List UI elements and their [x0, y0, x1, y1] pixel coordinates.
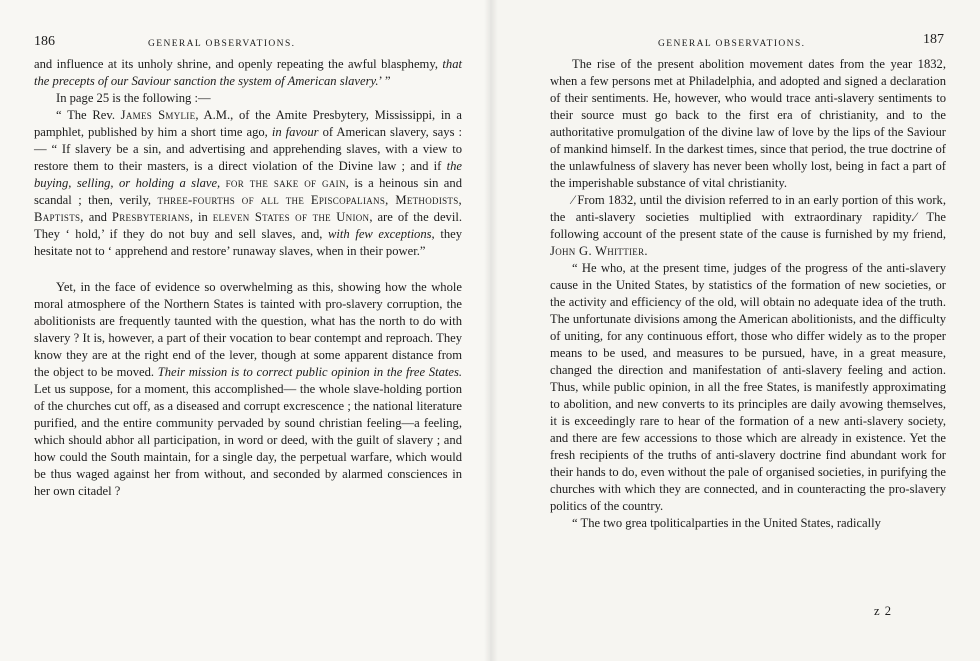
left-running-title: GENERAL OBSERVATIONS. [148, 39, 296, 49]
right-running-title: GENERAL OBSERVATIONS. [658, 39, 806, 49]
right-page [490, 0, 980, 661]
right-paragraph-4: “ The two grea tpoliticalparties in the United States, radically [572, 516, 881, 530]
left-paragraph-3: “ The Rev. James Smylie, A.M., of the Amite Presbytery, Mississippi, in a pamphlet, published by him a short time ago, in favour of American slavery, says : — “ If slavery be a sin, and advertising and apprehending slaves, with a view to restore them to their masters, is a direct violation of the Divine law ; and if the buying, selling, or holding a slave, for the sake of gain, is a heinous sin and scandal ; then, verily, three-fourths of all the Episcopalians, Methodists, Baptists, and Presbyterians, in eleven States of the Union, are of the devil. They ‘ hold,’ if they do not buy and sell slaves, and, with few exceptions, they hesitate not to ‘ apprehend and restore’ runaway slaves, when in their power.” [34, 108, 463, 258]
left-paragraph-4: Yet, in the face of evidence so overwhelming as this, showing how the whole moral atmosphere of the Northern States is tainted with pro-slavery corruption, the abolitionists are frequently taunted with the question, what has the north to do with slavery ? It is, however, a part of their vocation to bear contempt and reproach. They know they are at the right end of the lever, though at some apparent distance from the object to be moved. Their mission is to correct public opinion in the free States. Let us suppose, for a moment, this accomplished— the whole slave-holding portion of the churches cut off, as a diseased and corrupt excrescence ; the national literature purified, and the entire community pervaded by sound christian feeling—a feeling, which should abhor all participation, in word or deed, with the guilt of slavery ; and how could the South maintain, for a single day, the perpetual warfare, which would be thus waged against her from without, and seconded by alarmed consciences in her own citadel ? [34, 280, 463, 498]
book-gutter [484, 0, 498, 661]
right-paragraph-1: The rise of the present abolition movement dates from the year 1832, when a few persons met at Philadelphia, and adopted and signed a declaration of their sentiments. He, however, who would trace anti-slavery sentiments to their source must go back to the first era of christianity, and to the authoritative promulgation of the divine law of love by the lips of the Saviour of mankind himself. In the darkest times, since that period, the true doctrine of the unlawfulness of slavery has never been wholly lost, being in fact a part of the imperishable substance of vital christianity. [550, 57, 946, 190]
left-paragraph-2: In page 25 is the following :— [56, 91, 211, 105]
left-running-head [34, 30, 462, 56]
right-running-head [550, 30, 946, 56]
right-page-number: 187 [923, 32, 944, 47]
left-page-number: 186 [34, 34, 55, 49]
left-paragraph-1: and influence at its unholy shrine, and openly repeating the awful blasphemy, that the precepts of our Saviour sanction the system of American slavery.’ ” [34, 57, 462, 88]
right-paragraph-2: ⁄ From 1832, until the division referred to in an early portion of this work, the anti-slavery societies multiplied with extraordinary rapidity.⁄ The following account of the present state of the cause is furnished by my friend, John G. Whittier. [550, 193, 946, 258]
signature-mark: z 2 [873, 604, 892, 618]
right-paragraph-3: “ He who, at the present time, judges of the progress of the anti-slavery cause in the United States, by statistics of the formation of new societies, or the activity and efficiency of the old, will obtain no adequate idea of the truth. The unfortunate divisions among the American abolitionists, and the difficulty of uniting, for any continuous effort, those who differ widely as to the proper means to be used, and measures to be pursued, have, in a great measure, changed the direction and manifestation of anti-slavery feeling and action. Thus, while public opinion, in all the free States, is manifestly approximating to abolition, and new converts to its principles are daily avowing themselves, it is exceedingly rare to hear of the formation of a new anti-slavery society, and there are few accessions to those which are already in existence. Yet the fresh recipients of the truths of anti-slavery doctrine find abundant work for their hands to do, even without the pale of organised societies, in purifying the churches with which they are connected, and in counteracting the pro-slavery politics of the country. [550, 261, 946, 513]
